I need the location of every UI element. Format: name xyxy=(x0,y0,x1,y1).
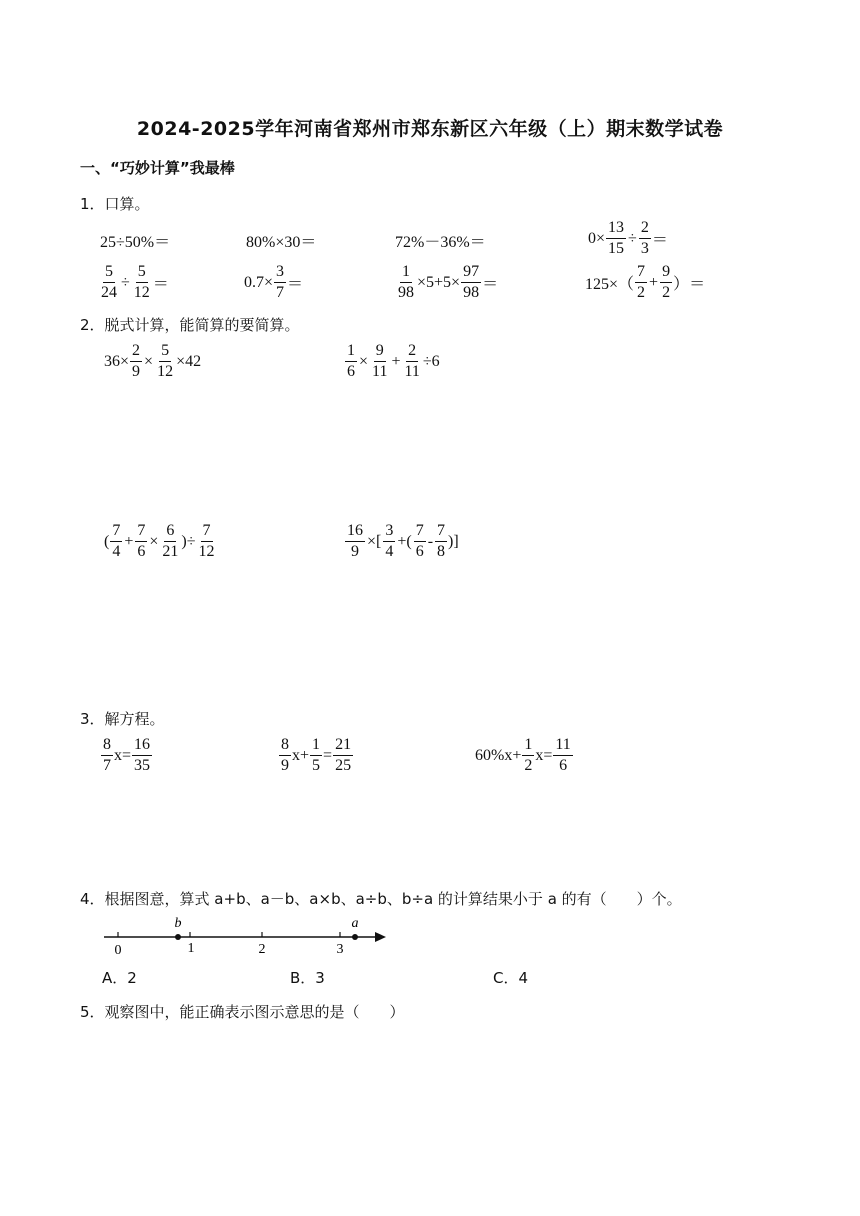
operator: - xyxy=(427,532,434,550)
fraction xyxy=(522,737,534,774)
denominator: 8 xyxy=(437,543,446,560)
numerator: 7 xyxy=(414,523,426,542)
numerator: 7 xyxy=(435,523,447,542)
question-4-label: 4．根据图意，算式 a+b、a－b、a×b、a÷b、b÷a 的计算结果小于 a 的有（ ）个。 xyxy=(80,890,682,908)
numerator: 2 xyxy=(130,343,142,362)
q1-expr-2 xyxy=(246,229,316,252)
tick-label-2: 2 xyxy=(258,942,266,957)
denominator: 11 xyxy=(372,363,388,380)
fraction xyxy=(197,523,217,560)
operator: × xyxy=(144,352,154,370)
operator: ÷ xyxy=(121,273,130,291)
numerator: 13 xyxy=(606,220,626,239)
denominator: 9 xyxy=(351,543,359,560)
numerator: 16 xyxy=(132,737,152,756)
numerator: 5 xyxy=(136,264,148,283)
q1-expr-3 xyxy=(395,229,486,252)
q2-expr-2 xyxy=(344,343,440,380)
fraction xyxy=(132,264,152,301)
expr-text: ÷6 xyxy=(422,352,440,370)
numerator: 7 xyxy=(201,523,213,542)
numerator: 7 xyxy=(110,523,122,542)
operator: + xyxy=(649,273,659,291)
fraction xyxy=(461,264,481,301)
numerator: 1 xyxy=(345,343,357,362)
q1-expr-6 xyxy=(244,264,303,301)
expr-text: 0× xyxy=(588,229,606,247)
q3-equation-2 xyxy=(278,737,354,774)
denominator: 6 xyxy=(559,757,568,774)
expr-text: ×42 xyxy=(176,352,202,370)
operator: )] xyxy=(448,532,459,550)
fraction xyxy=(310,737,322,774)
fraction xyxy=(383,523,395,560)
q1-expr-1 xyxy=(100,229,170,252)
fraction xyxy=(101,737,113,774)
q2-expr-3 xyxy=(104,523,218,560)
point-b-label: b xyxy=(174,916,182,931)
denominator: 3 xyxy=(640,240,649,257)
tick-label-1: 1 xyxy=(187,941,195,956)
denominator: 7 xyxy=(103,757,111,774)
denominator: 5 xyxy=(312,757,321,774)
fraction xyxy=(435,523,447,560)
numerator: 1 xyxy=(310,737,322,756)
numerator: 7 xyxy=(135,523,147,542)
denominator: 11 xyxy=(404,363,420,380)
fraction xyxy=(345,523,365,560)
tick-label-3: 3 xyxy=(336,942,344,957)
expr-text: 80%×30＝ xyxy=(246,234,317,251)
numerator: 5 xyxy=(103,264,115,283)
q2-expr-4 xyxy=(344,523,459,560)
expr-text: x= xyxy=(535,746,553,764)
denominator: 15 xyxy=(608,240,625,257)
fraction xyxy=(135,523,147,560)
numerator: 21 xyxy=(333,737,353,756)
fraction xyxy=(130,343,142,380)
q1-expr-8 xyxy=(585,264,705,301)
numerator: 11 xyxy=(553,737,572,756)
numerator: 2 xyxy=(406,343,418,362)
numerator: 3 xyxy=(274,264,286,283)
operator: )÷ xyxy=(181,532,196,550)
operator: ＝ xyxy=(482,276,499,293)
denominator: 9 xyxy=(281,757,289,774)
operator: ＝ xyxy=(651,232,668,249)
fraction xyxy=(274,264,286,301)
q1-expr-5 xyxy=(98,264,169,301)
fraction xyxy=(660,264,672,301)
operator: × xyxy=(149,532,159,550)
fraction xyxy=(345,343,357,380)
fraction xyxy=(396,264,416,301)
denominator: 4 xyxy=(112,543,121,560)
denominator: 2 xyxy=(662,284,671,301)
numerator: 8 xyxy=(279,737,291,756)
choice-b: B．3 xyxy=(290,969,325,987)
operator: ＝ xyxy=(152,276,169,293)
operator: +( xyxy=(397,532,412,550)
numerator: 9 xyxy=(660,264,672,283)
question-3-label: 3．解方程。 xyxy=(80,710,165,728)
operator: ×[ xyxy=(367,532,382,550)
expr-text: 25÷50%＝ xyxy=(100,234,171,251)
numerator: 1 xyxy=(522,737,534,756)
numerator: 16 xyxy=(345,523,365,542)
expr-text: 60%x+ xyxy=(475,746,522,764)
numerator: 3 xyxy=(383,523,395,542)
expr-text: x+ xyxy=(292,746,310,764)
denominator: 6 xyxy=(347,363,355,380)
fraction xyxy=(639,220,651,257)
operator: ＝ xyxy=(287,276,304,293)
expr-text: ×5+5× xyxy=(417,273,461,291)
q1-expr-4 xyxy=(588,220,668,257)
denominator: 24 xyxy=(101,284,117,301)
fraction xyxy=(635,264,647,301)
q1-expr-7 xyxy=(395,264,498,301)
expr-text: x= xyxy=(114,746,132,764)
fraction xyxy=(155,343,175,380)
operator: + xyxy=(391,352,401,370)
point-a xyxy=(352,934,358,940)
fraction xyxy=(370,343,389,380)
denominator: 21 xyxy=(162,543,179,560)
fraction xyxy=(110,523,122,560)
operator: ( xyxy=(104,532,110,550)
fraction xyxy=(132,737,152,774)
numerator: 9 xyxy=(374,343,386,362)
operator: + xyxy=(124,532,134,550)
section-heading-1: 一、“巧妙计算”我最棒 xyxy=(80,159,235,177)
denominator: 25 xyxy=(335,757,352,774)
denominator: 98 xyxy=(398,284,414,301)
numerator: 97 xyxy=(461,264,481,283)
numerator: 8 xyxy=(101,737,113,756)
denominator: 7 xyxy=(276,284,285,301)
operator: = xyxy=(323,746,333,764)
operator: ÷ xyxy=(628,229,637,247)
fraction xyxy=(606,220,626,257)
choice-c: C．4 xyxy=(493,969,529,987)
denominator: 12 xyxy=(133,284,150,301)
operator: ）＝ xyxy=(673,276,706,293)
denominator: 6 xyxy=(415,543,424,560)
denominator: 2 xyxy=(524,757,533,774)
choice-a: A．2 xyxy=(102,969,137,987)
denominator: 12 xyxy=(198,543,215,560)
numerator: 5 xyxy=(159,343,171,362)
page-title: 2024-2025学年河南省郑州市郑东新区六年级（上）期末数学试卷 xyxy=(136,118,724,140)
fraction xyxy=(402,343,421,380)
denominator: 12 xyxy=(157,363,174,380)
number-line xyxy=(100,912,390,958)
number-line-arrow xyxy=(375,932,386,942)
question-1-label: 1．口算。 xyxy=(80,195,150,213)
denominator: 2 xyxy=(637,284,646,301)
fraction xyxy=(279,737,291,774)
denominator: 9 xyxy=(132,363,141,380)
fraction xyxy=(553,737,572,774)
expr-text: 125×（ xyxy=(585,276,635,293)
fraction xyxy=(414,523,426,560)
q3-equation-1 xyxy=(100,737,153,774)
expr-text: 72%－36%＝ xyxy=(395,234,486,251)
q2-expr-1 xyxy=(104,343,201,380)
denominator: 98 xyxy=(463,284,480,301)
numerator: 6 xyxy=(164,523,176,542)
point-a-label: a xyxy=(351,916,359,931)
expr-text: 36× xyxy=(104,352,130,370)
expr-text: 0.7× xyxy=(244,273,274,291)
fraction xyxy=(160,523,180,560)
numerator: 2 xyxy=(639,220,651,239)
fraction xyxy=(99,264,119,301)
point-b xyxy=(175,934,181,940)
question-2-label: 2．脱式计算，能简算的要简算。 xyxy=(80,316,300,334)
numerator: 1 xyxy=(400,264,412,283)
fraction xyxy=(333,737,353,774)
numerator: 7 xyxy=(635,264,647,283)
denominator: 6 xyxy=(137,543,146,560)
question-5-label: 5．观察图中，能正确表示图示意思的是（ ） xyxy=(80,1003,405,1021)
q3-equation-3 xyxy=(475,737,574,774)
tick-label-0: 0 xyxy=(114,943,122,958)
denominator: 35 xyxy=(134,757,151,774)
denominator: 4 xyxy=(385,543,394,560)
operator: × xyxy=(359,352,369,370)
